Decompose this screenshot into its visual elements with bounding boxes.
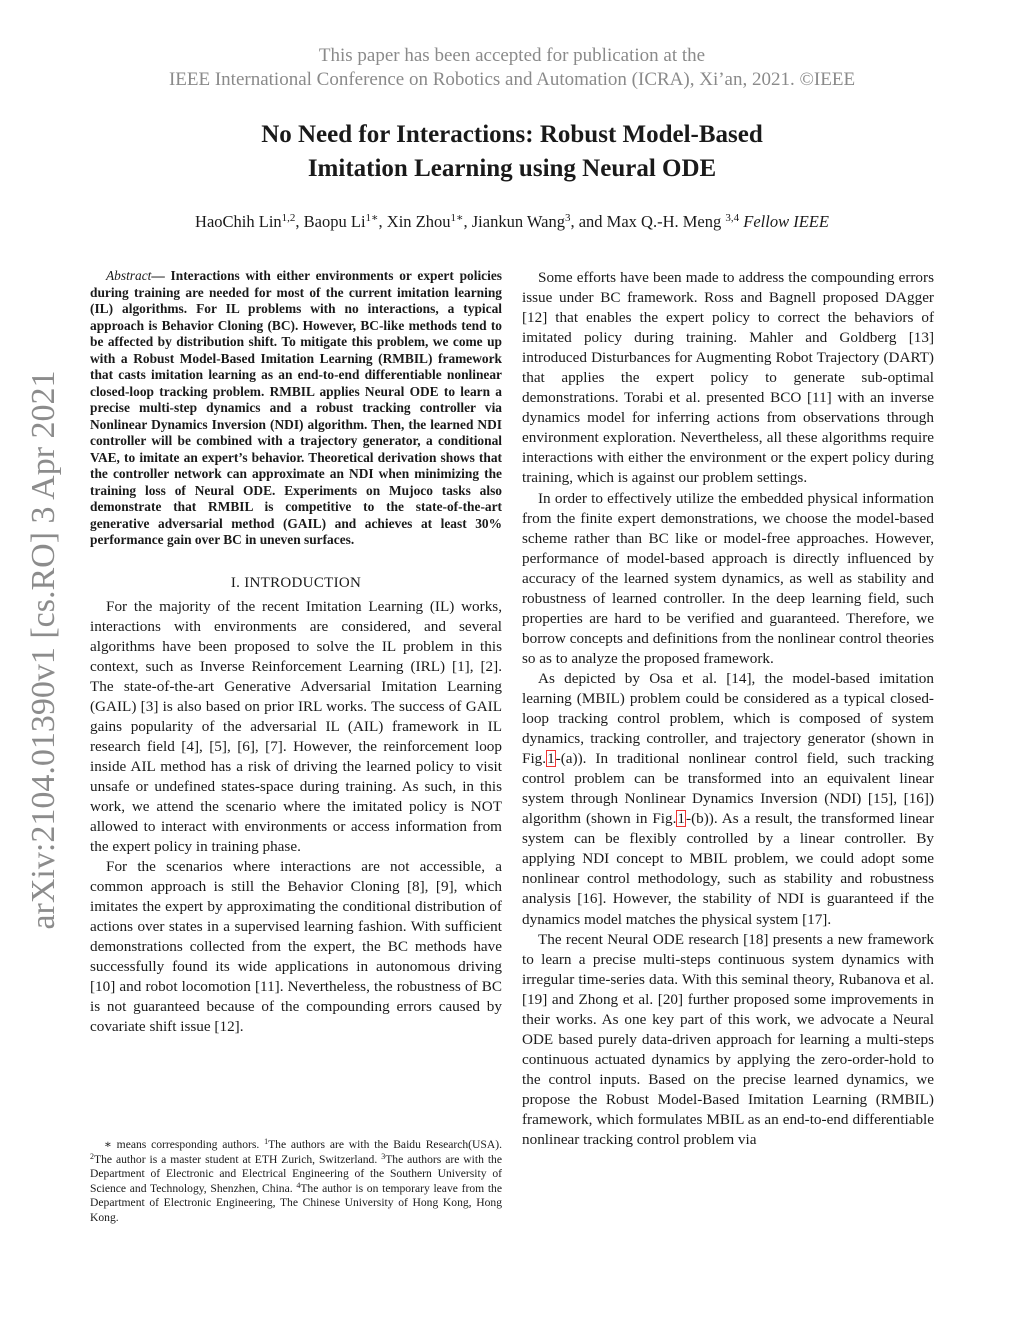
abstract (90, 268, 502, 549)
publication-notice (0, 44, 1024, 92)
author-affiliation: 1,2 (281, 212, 296, 224)
intro-paragraph-2: For the scenarios where interactions are not accessible, a common approach is still the Behavior Cloning [8], [9], which imitates the expert by approximating the conditional distribution of actions over states in a supervised learning fashion. With sufficient demonstrations collected from the expert, the BC methods have successfully found its wide applications in autonomous driving [10] and robot locomotion [11]. Nevertheless, the robustness of BC is not guaranteed because of the compounding errors caused by covariate shift issue [12]. (90, 858, 502, 1036)
footnote-affiliation-4: The author is on temporary leave from the Department of Electronic Engineering, The Chinese University of Hong Kong, Hong Kong. (90, 1181, 502, 1224)
abstract-label: Abstract (106, 268, 152, 283)
footnote-corresponding: ∗ means corresponding authors. (104, 1138, 265, 1151)
author-list: HaoChih Lin$^{1,2}$, Baopu $Li^{1∗}$, Xin Zhou$^{1∗}$, Jiankun Wang$^3$, and Max Q.-H. Meng $^{3,4}$ Fellow IEEE (195, 212, 829, 231)
body-paragraph-1: Some efforts have been made to address the compounding errors issue under BC framework. Ross and Bagnell proposed DAgger [12] that enables the expert policy to correct the behaviors of imitated policy during training. Mahler and Goldberg [13] introduced Disturbances for Augmenting Robot Trajectory (DART) that applies the expert policy to generate sub-optimal demonstrations. Torabi et al. presented BCO [11] with an inverse dynamics model for inferring actions from observations through environment exploration. Nevertheless, all these algorithms require interactions with either the environment or the expert policy during training, which is against our problem settings. (522, 269, 934, 487)
footnote-affiliation-2: The author is a master student at ETH Zurich, Switzerland. (94, 1152, 382, 1166)
paragraph-text: As depicted by Osa et al. [14], the model-based imitation learning (MBIL) problem could be considered as a typical closed-loop tracking control problem, which is composed of system dynamics, tracking controller, and trajectory generator (shown in Fig. (522, 669, 934, 768)
body-paragraph-3 (522, 669, 934, 930)
footnote-mark: 1 (264, 1137, 269, 1146)
arxiv-identifier: arXiv:2104.01390v1 [cs.RO] 3 Apr 2021 (25, 370, 62, 930)
body-paragraph-4: The recent Neural ODE research [18] presents a new framework to learn a precise multi-steps continuous system dynamics with irregular time-series data. With this seminal theory, Rubanova et al. [19] and Zhong et al. [20] further proposed some improvements in their works. As one key part of this work, we advocate a Neural ODE based purely data-driven approach for learning a multi-steps continuous actuated dynamics by applying the zero-order-hold to the control inputs. Based on the precise learned dynamics, we propose the Robust Model-Based Imitation Learning (RMBIL) framework, which formulates MBIL as an end-to-end differentiable nonlinear tracking control problem via (522, 930, 934, 1149)
right-column (522, 268, 934, 1150)
arxiv-stamp (14, 360, 74, 940)
notice-line-1: This paper has been accepted for publication at the (318, 45, 706, 66)
paper-title (0, 118, 1024, 186)
intro-paragraph-1: For the majority of the recent Imitation Learning (IL) works, interactions with environments are considered, and several algorithms have been proposed to solve the IL problem in this context, such as Inverse Reinforcement Learning (IRL) [1], [2]. The state-of-the-art Generative Adversarial Imitation Learning (GAIL) [3] is also based on prior IRL works. The success of GAIL gains popularity of the adversarial IL (AIL) framework in IL research field [4], [5], [6], [7]. However, the reinforcement loop inside AIL method has a risk of driving the learned policy to visit unsafe or undefined states-space during training. As such, in this work, we attend the scenario where the imitated policy is NOT allowed to interact with environments or access information from the expert policy in training phase. (90, 597, 502, 856)
author-fellow-title: Fellow IEEE (743, 212, 829, 231)
section-heading-introduction: I. INTRODUCTION (230, 574, 362, 591)
author-affiliation: 1∗ (450, 212, 464, 224)
left-column (90, 268, 502, 1038)
abstract-text: — Interactions with either environments or expert policies during training are needed for most of the current imitation learning (IL) algorithms. For IL problems with no interactions, a typical approach is Behavior Cloning (BC). However, BC-like methods tend to be affected by distribution shift. To mitigate this problem, we come up with a Robust Model-Based Imitation Learning (RMBIL) framework that casts imitation learning as an end-to-end differentiable nonlinear closed-loop tracking problem. RMBIL applies Neural ODE to learn a precise multi-step dynamics and a robust tracking controller via Nonlinear Dynamics Inversion (NDI) algorithm. Then, the learned NDI controller will be combined with a trajectory generator, a conditional VAE, to imitate an expert’s behavior. Theoretical derivation shows that the controller network can approximate an NDI when minimizing the training loss of Neural ODE. Experiments on Mujoco tasks also demonstrate that RMBIL is competitive to the state-of-the-art generative adversarial method (GAIL) and achieves at least 30% performance gain over BC in uneven surfaces. (90, 268, 502, 547)
footnote-affiliation-1: The authors are with the Baidu Research(USA). (268, 1138, 502, 1151)
author-name: Jiankun Wang (471, 212, 565, 231)
author-affiliation: 3,4 (725, 212, 740, 224)
author-name: Xin Zhou (386, 212, 451, 231)
author-affiliation: 1∗ (365, 212, 379, 224)
figure-link[interactable]: 1 (677, 810, 686, 828)
notice-line-2: IEEE International Conference on Robotics and Automation (ICRA), Xi’an, 2021. ©IEEE (168, 69, 856, 90)
author-name: Max Q.-H. Meng (606, 212, 722, 231)
paragraph-text: -(a)). In traditional nonlinear control field, such tracking control problem can be transformed into an equivalent linear system through Nonlinear Dynamics Inversion (NDI) [15], [16]) algorithm (shown in Fig. (522, 750, 934, 828)
title-line-2: Imitation Learning using Neural ODE (307, 155, 717, 182)
author-affiliation: 3 (564, 212, 571, 224)
footnote-mark: 3 (381, 1151, 386, 1161)
title-line-1: No Need for Interactions: Robust Model-Based (261, 121, 763, 148)
paragraph-text: -(b)). As a result, the transformed linear system can be flexibly controlled by a linear controller. By applying NDI concept to MBIL problem, we could adopt some nonlinear control methodology, such as stability and robustness analysis [16]. However, the stability of NDI is guaranteed if the dynamics model matches the physical system [17]. (522, 810, 935, 928)
author-name: HaoChih Lin (195, 212, 282, 231)
footnote-mark: 4 (296, 1180, 301, 1190)
author-name: Baopu Li (303, 212, 366, 231)
author-footnote (90, 1138, 502, 1226)
figure-link[interactable]: 1 (547, 750, 555, 768)
footnote-affiliation-3: The authors are with the Department of Electronic and Electrical Engineering of the Southern University of Science and Technology, Shenzhen, China. (90, 1152, 502, 1195)
body-paragraph-2: In order to effectively utilize the embedded physical information from the finite expert demonstrations, we choose the model-based scheme rather than BC like or model-free approaches. However, performance of model-based approach is directly influenced by accuracy of the learned system dynamics, as well as stability and robustness of learned controller. In the deep learning field, such properties are hard to be verified and guaranteed. Therefore, we borrow concepts and definitions from the nonlinear control theories so as to analyze the proposed framework. (522, 489, 934, 667)
footnote-mark: 2 (90, 1151, 94, 1161)
